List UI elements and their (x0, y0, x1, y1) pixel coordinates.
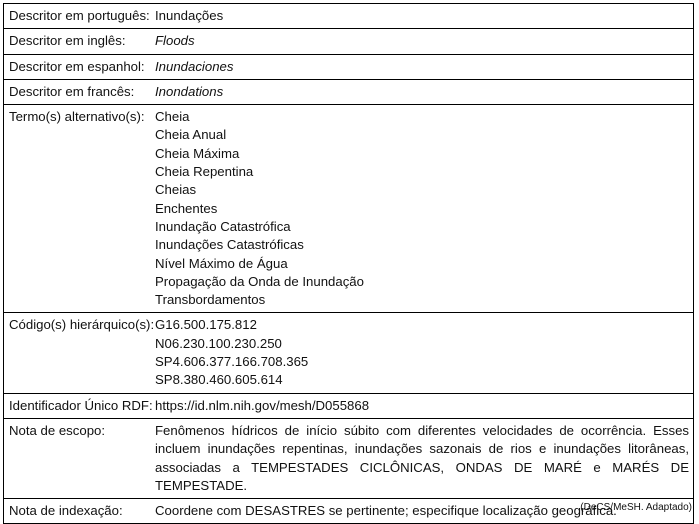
scope-note-text: Fenômenos hídricos de início súbito com diferentes velocidades de ocorrência. Esses incluem inundações repentinas, inundações sazonais de rios e inundações litorâneas, associadas a TEMPESTADES CICLÔNICAS, ONDAS DE MARÉ e MARÉS DE TEMPESTADE. (155, 422, 689, 493)
row-value: Inondations (155, 83, 224, 99)
alternative-terms-list (155, 108, 693, 309)
list-item: Inundação Catastrófica (155, 218, 291, 234)
list-item: Propagação da Onda de Inundação (155, 273, 364, 289)
row-hierarchical-codes (4, 312, 693, 392)
list-item: Nível Máximo de Água (155, 255, 288, 271)
indexing-note-text: Coordene com DESASTRES se pertinente; especifique localização geográfica. (155, 503, 617, 519)
row-label: Descritor em inglês: (9, 33, 126, 49)
row-label: Identificador Único RDF: (9, 397, 153, 413)
list-item: Inundações Catastróficas (155, 237, 304, 253)
row-alternative-terms (4, 104, 693, 312)
row-spanish (4, 54, 693, 79)
list-item: SP4.606.377.166.708.365 (155, 354, 309, 370)
list-item: G16.500.175.812 (155, 317, 257, 333)
source-citation: (DeCS/MeSH. Adaptado) (580, 502, 692, 513)
row-portuguese (4, 4, 693, 28)
list-item: N06.230.100.230.250 (155, 335, 282, 351)
row-label: Nota de escopo: (9, 422, 106, 438)
list-item: Cheia Repentina (155, 164, 254, 180)
row-label: Descritor em francês: (9, 83, 135, 99)
row-label: Termo(s) alternativo(s): (9, 109, 145, 125)
row-label: Código(s) hierárquico(s): (9, 317, 155, 333)
rdf-identifier-value: https://id.nlm.nih.gov/mesh/D055868 (155, 397, 370, 413)
row-value: Inundaciones (155, 58, 234, 74)
list-item: Transbordamentos (155, 292, 266, 308)
row-english (4, 28, 693, 53)
row-rdf-identifier (4, 393, 693, 418)
descriptor-table (3, 3, 694, 524)
list-item: Cheia Anual (155, 127, 227, 143)
row-scope-note (4, 418, 693, 498)
row-label: Descritor em espanhol: (9, 58, 145, 74)
row-french (4, 79, 693, 104)
hierarchical-codes-list (155, 316, 693, 389)
list-item: Cheia Máxima (155, 145, 240, 161)
row-value: Floods (155, 33, 195, 49)
row-label: Nota de indexação: (9, 503, 123, 519)
row-value: Inundações (155, 8, 224, 23)
list-item: Enchentes (155, 200, 218, 216)
list-item: Cheia (155, 109, 190, 125)
list-item: Cheias (155, 182, 197, 198)
row-label: Descritor em português: (9, 8, 150, 23)
list-item: SP8.380.460.605.614 (155, 372, 283, 388)
